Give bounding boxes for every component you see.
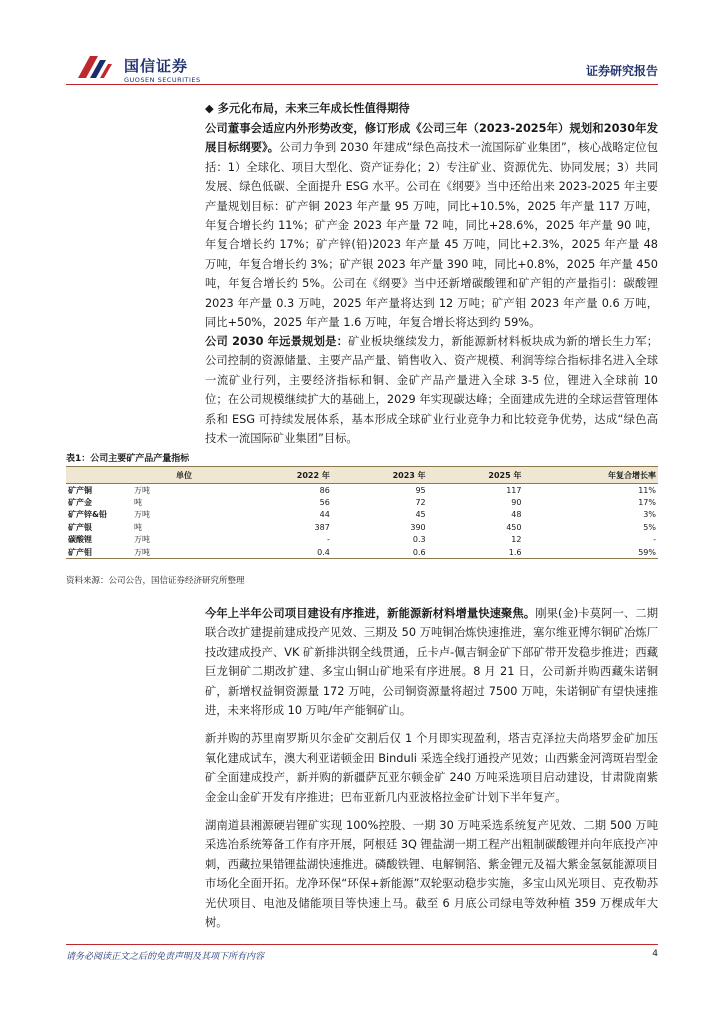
table-header-cell: 2022 年: [236, 467, 332, 484]
section-project-progress: [205, 604, 658, 933]
table-cell: 矿产铜: [68, 485, 92, 495]
table-header-row: [66, 467, 658, 484]
footer-divider: [66, 944, 658, 945]
table-row: [66, 484, 658, 497]
table-cell: 万吨: [134, 510, 150, 520]
table-cell: 390: [410, 522, 426, 532]
table-cell: 矿产银: [68, 522, 92, 532]
table-cell: 48: [511, 510, 522, 520]
table-row: [66, 534, 658, 546]
guosen-logo-icon: [76, 52, 114, 82]
table-cell: 1.6: [508, 547, 522, 557]
production-table: [66, 466, 658, 559]
table-cell: 11%: [638, 485, 656, 495]
table-source-note: 资料来源：公司公告，国信证券经济研究所整理: [66, 576, 245, 586]
header-divider: [66, 84, 658, 85]
section-outlook: [205, 119, 658, 332]
table-cell: 86: [319, 485, 330, 495]
table-cell: 矿产锌&铅: [68, 510, 107, 520]
table-cell: 吨: [134, 522, 142, 532]
disclaimer-link: 请务必阅读正文之后的免责声明及其项下所有内容: [66, 952, 265, 962]
table-cell: 95: [415, 485, 426, 495]
section-lead: 公司 2030 年远景规划是：: [205, 335, 349, 348]
table-cell: 3%: [643, 510, 656, 520]
section-lead: 公司董事会适应内外形势改变，修订形成《公司三年（2023-2025年）规划和2030年发展目标纲要》。: [205, 122, 658, 155]
table-cell: -: [653, 535, 656, 545]
brand-logo: [76, 52, 236, 88]
table-cell: 5%: [643, 522, 656, 532]
table-row: [66, 509, 658, 521]
table-header-cell: 2025 年: [428, 467, 524, 484]
table-cell: 44: [319, 510, 330, 520]
table-row: [66, 546, 658, 559]
table-row: [66, 496, 658, 508]
table-row: [66, 521, 658, 533]
section-paragraph: 新并购的苏里南罗斯贝尔金矿交割后仅 1 个月即实现盈利，塔吉克泽拉夫尚塔罗金矿加压氧化建成试车，澳大利亚诺顿金田 Binduli 采选全线打通投产见效；山西紫金河湾斑岩型金矿全面建成投产，新并购的新疆萨瓦亚尔顿金矿 240 万吨采选项目启动建设，甘肃陇南紫金金山金矿开发有序推进；巴布亚新几内亚波格拉金矿计划下半年复产。: [205, 732, 658, 804]
table-header-cell: 单位: [132, 467, 236, 484]
section-2030-plan: [205, 332, 658, 448]
table-cell: 碳酸锂: [68, 535, 92, 545]
section-paragraph: 湖南道县湘源硬岩锂矿实现 100%控股、一期 30 万吨采选系统复产见效、二期 500 万吨采选冶系统筹备工作有序开展，阿根廷 3Q 锂盐湖一期工程产出粗制碳酸锂并向年底投产冲刺，西藏拉果错锂盐湖快速推进。磷酸铁锂、电解铜箔、紫金锂元及福大紫金氢氨能源项目市场化全面开拓。龙净环保“环保+新能源”双轮驱动稳步实施，多宝山风光项目、克孜勒苏光伏项目、电池及储能项目等快速上马。截至 6 月底公司绿电等效种植 359 万棵成年大树。: [205, 819, 658, 930]
table-cell: 万吨: [134, 547, 150, 557]
table-cell: 12: [511, 535, 522, 545]
table-cell: 万吨: [134, 535, 150, 545]
table-cell: 吨: [134, 498, 142, 508]
table-cell: 59%: [638, 547, 656, 557]
table-cell: 0.4: [317, 547, 330, 557]
table-cell: 矿产钼: [68, 547, 92, 557]
table-cell: 90: [511, 498, 522, 508]
table-cell: 117: [506, 485, 522, 495]
table-cell: 45: [415, 510, 426, 520]
table-header-cell: 年复合增长率: [523, 467, 658, 484]
section-body: 公司力争到 2030 年建成“绿色高技术一流国际矿业集团”，核心战略定位包括：1）全球化、项目大型化、资产证券化；2）专注矿业、资源优先、协同发展；3）共同发展、绿色低碳、全面提升 ESG 水平。公司在《纲要》当中还给出来 2023-2025 年主要产量规划目标：矿产铜 2023 年产量 95 万吨，同比+10.5%，2025 年产量 117 万吨，年复合增长约 11%；矿产金 2023 年产量 72 吨，同比+28.6%，2025 年产量 90 吨，年复合增长约 17%；矿产锌(铅)2023 年产量 45 万吨，同比+2.3%，2025 年产量 48 万吨，年复合增长约 3%；矿产银 2023 年产量 390 吨，同比+0.8%，2025 年产量 450 吨，年复合增长约 5%。公司在《纲要》当中还新增碳酸锂和矿产钼的产量指引：碳酸锂 2023 年产量 0.3 万吨，2025 年产量将达到 12 万吨；矿产钼 2023 年产量 0.6 万吨，同比+50%，2025 年产量 1.6 万吨，年复合增长将达到约 59%。: [205, 141, 658, 330]
section-paragraph: 刚果(金)卡莫阿一、二期联合改扩建提前建成投产见效、三期及 50 万吨铜冶炼快速推进，塞尔维亚博尔铜矿冶炼厂技改建成投产、VK 矿新排洪钢全线贯通，丘卡卢-佩吉铜金矿下部矿带开发稳步推进；西藏巨龙铜矿二期改扩建、多宝山铜山矿地采有序进展。8 月 21 日，公司新并购西藏朱诺铜矿，新增权益铜资源量 172 万吨，公司铜资源量将超过 7500 万吨，朱诺铜矿有望快速推进，未来将形成 10 万吨/年产能铜矿山。: [205, 607, 658, 718]
table-cell: 万吨: [134, 485, 150, 495]
table-title: 表1：公司主要矿产品产量指标: [66, 454, 190, 464]
logo-text-cn: 国信证券: [124, 57, 189, 75]
table-cell: 72: [415, 498, 426, 508]
table-cell: 387: [314, 522, 330, 532]
section-body: 矿业板块继续发力，新能源新材料板块成为新的增长生力军；公司控制的资源储量、主要产品产量、销售收入、资产规模、利润等综合指标排名进入全球一流矿业行列，主要经济指标和铜、金矿产品产量进入全球 3-5 位，锂进入全球前 10 位；在公司规模继续扩大的基础上，2029 年实现碳达峰；全面建成先进的全球运营管理体系和 ESG 可持续发展体系，基本形成全球矿业行业竞争力和比较竞争优势，达成“绿色高技术一流国际矿业集团”目标。: [205, 335, 658, 446]
table-header-cell: 2023 年: [332, 467, 428, 484]
table-cell: 450: [506, 522, 522, 532]
section-heading: ◆ 多元化布局，未来三年成长性值得期待: [205, 102, 410, 115]
table-header-cell: [66, 467, 132, 484]
table-cell: 0.6: [412, 547, 426, 557]
table-cell: -: [326, 535, 330, 545]
table-cell: 0.3: [412, 535, 426, 545]
logo-text-en: GUOSEN SECURITIES: [124, 76, 201, 84]
table-cell: 17%: [638, 498, 656, 508]
page-number: 4: [652, 949, 658, 959]
table-cell: 56: [319, 498, 330, 508]
table-cell: 矿产金: [68, 498, 92, 508]
section-lead: 今年上半年公司项目建设有序推进，新能源新材料增量快速聚焦。: [205, 607, 536, 620]
report-type-label: 证券研究报告: [585, 64, 658, 78]
